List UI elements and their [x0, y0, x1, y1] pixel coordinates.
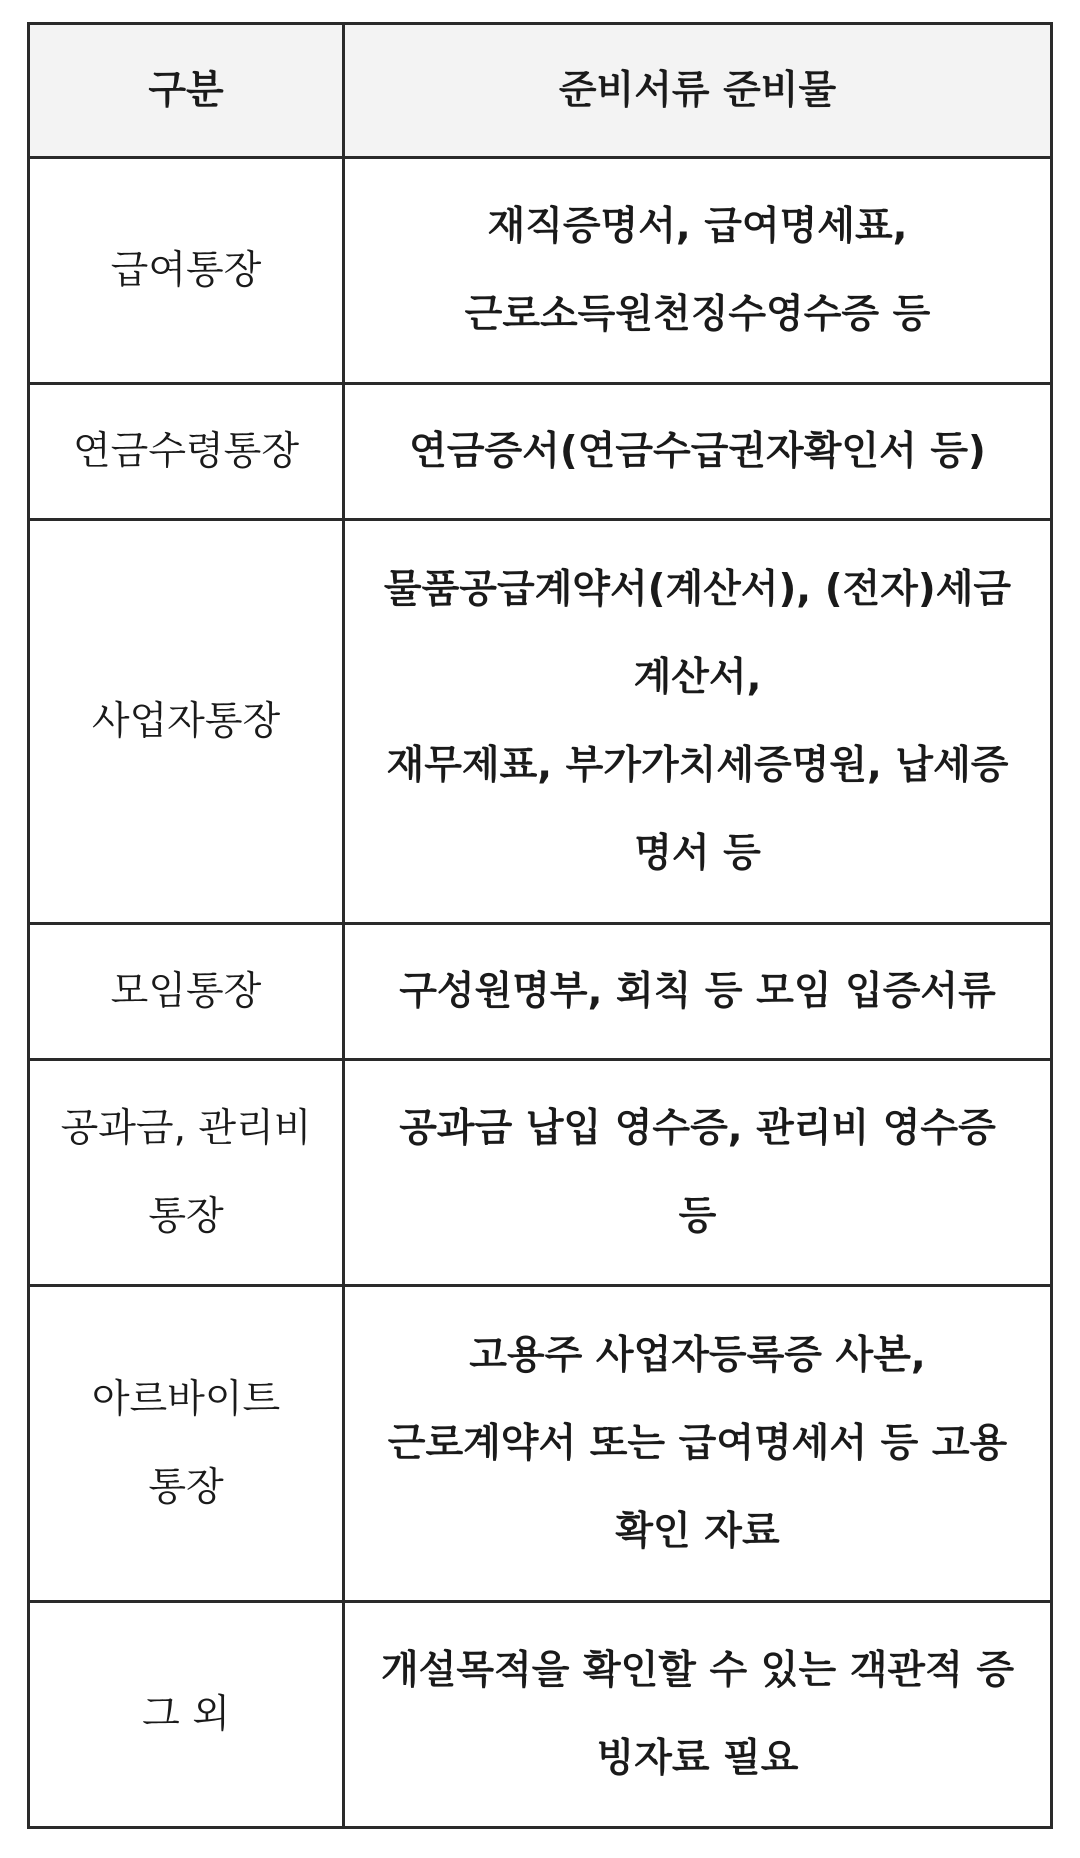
- document-line: 빙자료 필요: [596, 1735, 799, 1781]
- header-category: 구분: [29, 24, 344, 158]
- category-cell: 사업자통장: [29, 520, 344, 924]
- document-line: 구성원명부, 회칙 등 모임 입증서류: [399, 968, 996, 1014]
- header-documents: 준비서류 준비물: [344, 24, 1052, 158]
- document-line: 등: [678, 1193, 717, 1239]
- documents-cell: [344, 158, 1052, 384]
- header-row: [29, 24, 1052, 158]
- document-table-container: [27, 22, 1053, 1829]
- document-line: 계산서,: [633, 654, 762, 700]
- documents-cell: [344, 1602, 1052, 1828]
- documents-cell: [344, 1286, 1052, 1602]
- category-cell: 아르바이트 통장: [29, 1286, 344, 1602]
- documents-cell: [344, 520, 1052, 924]
- document-line: 개설목적을 확인할 수 있는 객관적 증: [381, 1647, 1014, 1693]
- table-row: [29, 384, 1052, 520]
- table-row: [29, 1602, 1052, 1828]
- category-cell: 급여통장: [29, 158, 344, 384]
- document-line: 물품공급계약서(계산서), (전자)세금: [383, 566, 1012, 612]
- table-row: [29, 924, 1052, 1060]
- document-line: 고용주 사업자등록증 사본,: [469, 1332, 926, 1378]
- document-line: 공과금 납입 영수증, 관리비 영수증: [399, 1105, 996, 1151]
- document-line: 근로소득원천징수영수증 등: [464, 291, 931, 337]
- documents-cell: [344, 1060, 1052, 1286]
- category-cell: 공과금, 관리비 통장: [29, 1060, 344, 1286]
- document-line: 근로계약서 또는 급여명세서 등 고용: [387, 1420, 1008, 1466]
- document-line: 연금증서(연금수급권자확인서 등): [409, 428, 986, 474]
- category-cell: 모임통장: [29, 924, 344, 1060]
- table-row: [29, 1286, 1052, 1602]
- documents-cell: [344, 924, 1052, 1060]
- table-body: [29, 158, 1052, 1828]
- table-row: [29, 520, 1052, 924]
- document-line: 재직증명서, 급여명세표,: [487, 203, 908, 249]
- category-cell: 연금수령통장: [29, 384, 344, 520]
- document-line: 명서 등: [634, 830, 761, 876]
- document-line: 재무제표, 부가가치세증명원, 납세증: [386, 742, 1009, 788]
- table-row: [29, 158, 1052, 384]
- table-row: [29, 1060, 1052, 1286]
- category-cell: 그 외: [29, 1602, 344, 1828]
- documents-cell: [344, 384, 1052, 520]
- document-line: 확인 자료: [615, 1508, 780, 1554]
- table-header: [29, 24, 1052, 158]
- required-documents-table: [27, 22, 1053, 1829]
